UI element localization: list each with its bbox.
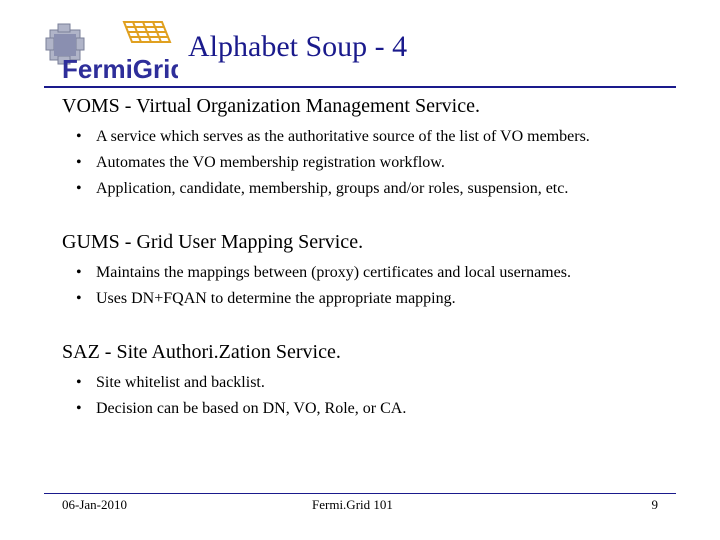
bullet-dot: • xyxy=(76,264,82,281)
page-number: 9 xyxy=(651,497,658,512)
bullet-item xyxy=(62,260,702,286)
section-heading: GUMS - Grid User Mapping Service. xyxy=(62,231,364,253)
bullet-list xyxy=(62,260,702,312)
bullet-dot: • xyxy=(76,180,82,197)
bullet-item xyxy=(62,370,702,396)
bullet-item xyxy=(62,396,702,422)
bullet-list xyxy=(62,370,702,422)
bullet-text: Maintains the mappings between (proxy) certificates and local usernames. xyxy=(96,264,571,281)
section-heading: VOMS - Virtual Organization Management Service. xyxy=(62,95,480,117)
bullet-text: Site whitelist and backlist. xyxy=(96,374,265,391)
footer-title: Fermi.Grid 101 xyxy=(312,497,393,512)
section-saz xyxy=(62,340,702,422)
bullet-text: Decision can be based on DN, VO, Role, or CA. xyxy=(96,400,407,417)
bullet-item xyxy=(62,176,702,202)
bullet-item xyxy=(62,150,702,176)
title-divider xyxy=(44,86,676,88)
bullet-list xyxy=(62,124,702,202)
slide-title: Alphabet Soup - 4 xyxy=(188,30,408,63)
bullet-item xyxy=(62,286,702,312)
bullet-text: Automates the VO membership registration workflow. xyxy=(96,154,445,171)
bullet-text: A service which serves as the authoritative source of the list of VO members. xyxy=(96,128,590,145)
bullet-dot: • xyxy=(76,128,82,145)
bullet-text: Uses DN+FQAN to determine the appropriate mapping. xyxy=(96,290,456,307)
section-voms xyxy=(62,94,702,202)
fermigrid-logo xyxy=(44,16,178,82)
bullet-dot: • xyxy=(76,400,82,417)
bullet-dot: • xyxy=(76,374,82,391)
footer-divider xyxy=(44,493,676,494)
section-gums xyxy=(62,230,702,312)
logo-wordmark: FermiGrid xyxy=(62,54,178,82)
fermigrid-logo-graphic xyxy=(44,16,178,82)
bullet-text: Application, candidate, membership, groups and/or roles, suspension, etc. xyxy=(96,180,569,197)
section-heading: SAZ - Site Authori.Zation Service. xyxy=(62,341,341,363)
bullet-item xyxy=(62,124,702,150)
bullet-dot: • xyxy=(76,154,82,171)
footer-date: 06-Jan-2010 xyxy=(62,497,127,512)
bullet-dot: • xyxy=(76,290,82,307)
